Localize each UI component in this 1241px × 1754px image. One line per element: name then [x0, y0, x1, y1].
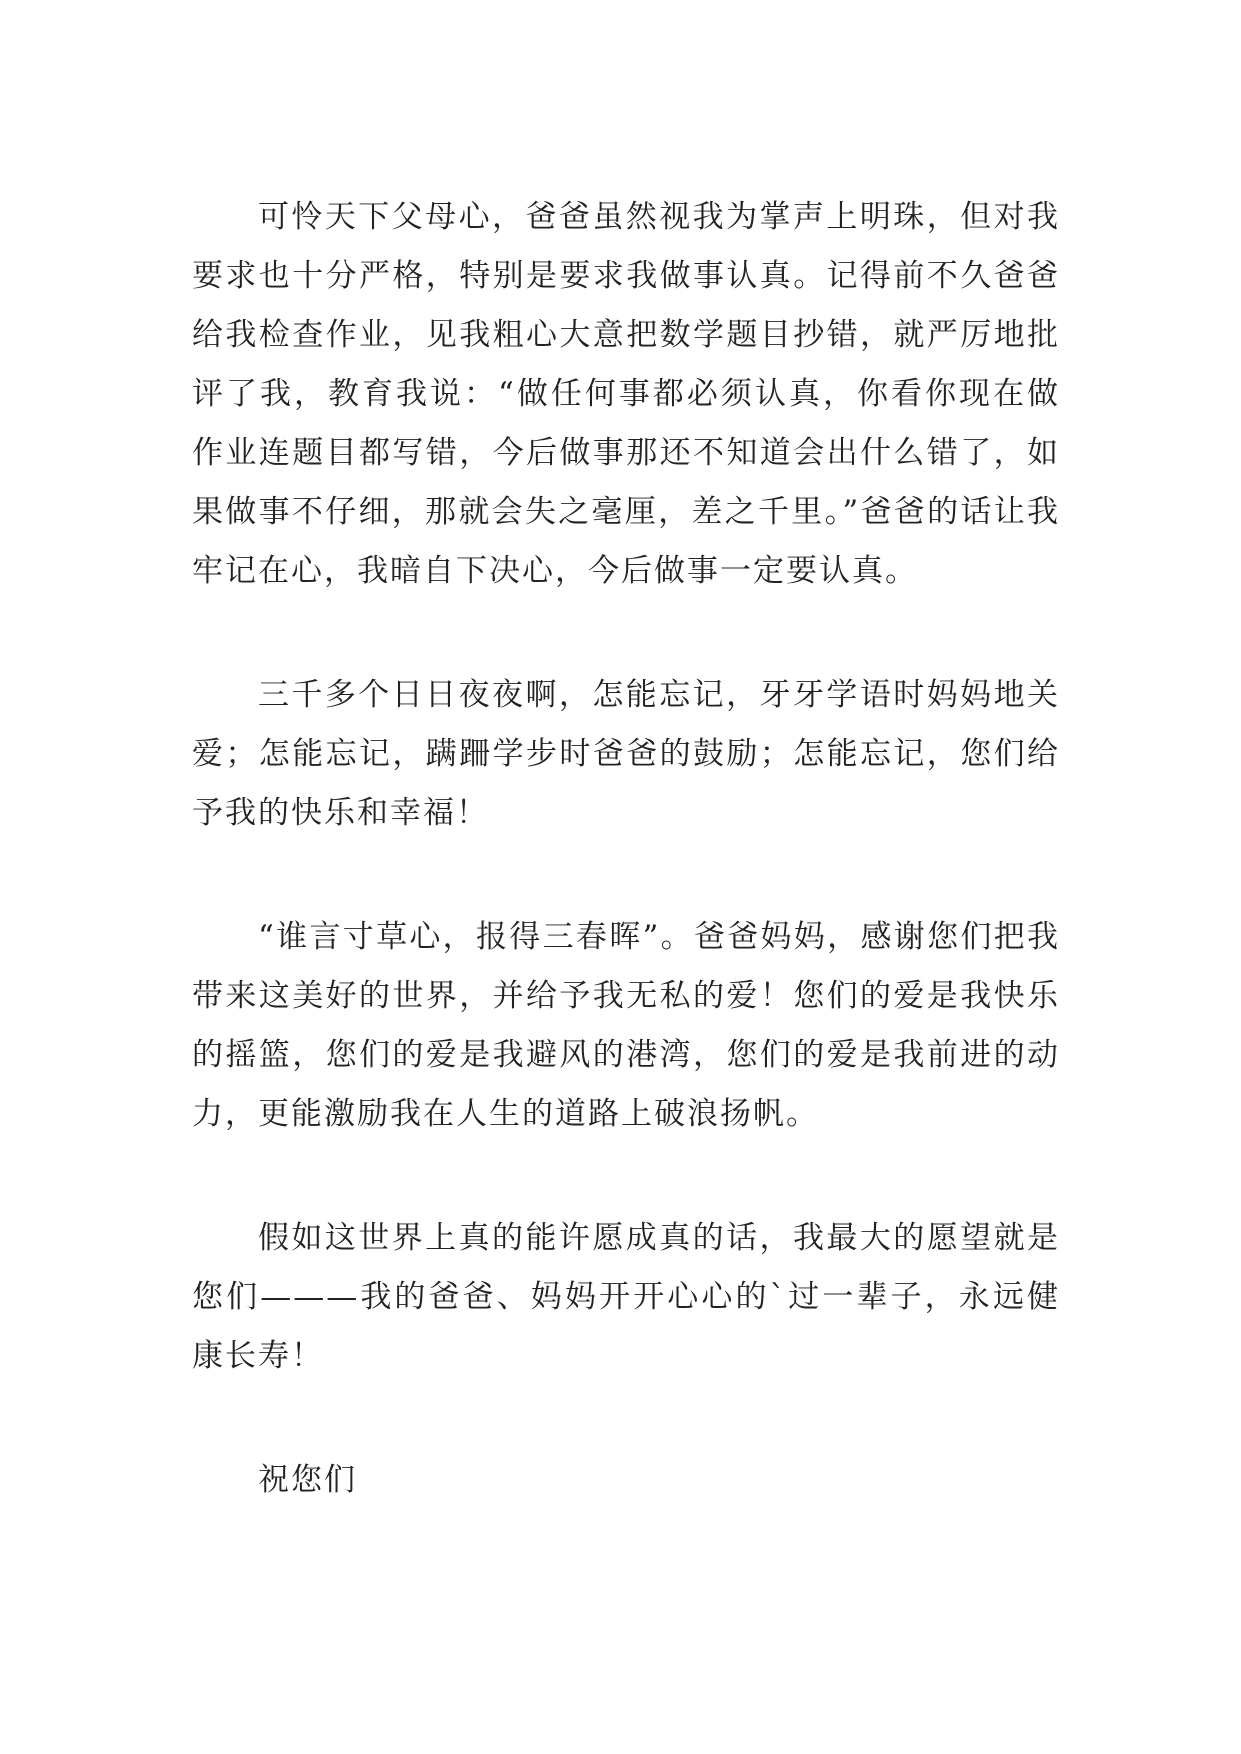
document-body [192, 188, 1060, 1510]
paragraph-strictness: 可怜天下父母心，爸爸虽然视我为掌声上明珠，但对我要求也十分严格，特别是要求我做事认真。记得前不久爸爸给我检查作业，见我粗心大意把数学题目抄错，就严厉地批评了我，教育我说：“做任何事都必须认真，你看你现在做作业连题目都写错，今后做事那还不知道会出什么错了，如果做事不仔细，那就会失之毫厘，差之千里。”爸爸的话让我牢记在心，我暗自下决心，今后做事一定要认真。 [192, 199, 1060, 589]
paragraph-blessing: 祝您们 [258, 1462, 357, 1498]
paragraph-gratitude: “谁言寸草心，报得三春晖”。爸爸妈妈，感谢您们把我带来这美好的世界，并给予我无私的爱！您们的爱是我快乐的摇篮，您们的爱是我避风的港湾，您们的爱是我前进的动力，更能激励我在人生的道路上破浪扬帆。 [192, 919, 1060, 1132]
paragraph-memories: 三千多个日日夜夜啊，怎能忘记，牙牙学语时妈妈地关爱；怎能忘记，蹒跚学步时爸爸的鼓励；怎能忘记，您们给予我的快乐和幸福！ [192, 677, 1060, 831]
paragraph-wish: 假如这世界上真的能许愿成真的话，我最大的愿望就是您们———我的爸爸、妈妈开开心心的`过一辈子，永远健康长寿！ [192, 1220, 1060, 1374]
